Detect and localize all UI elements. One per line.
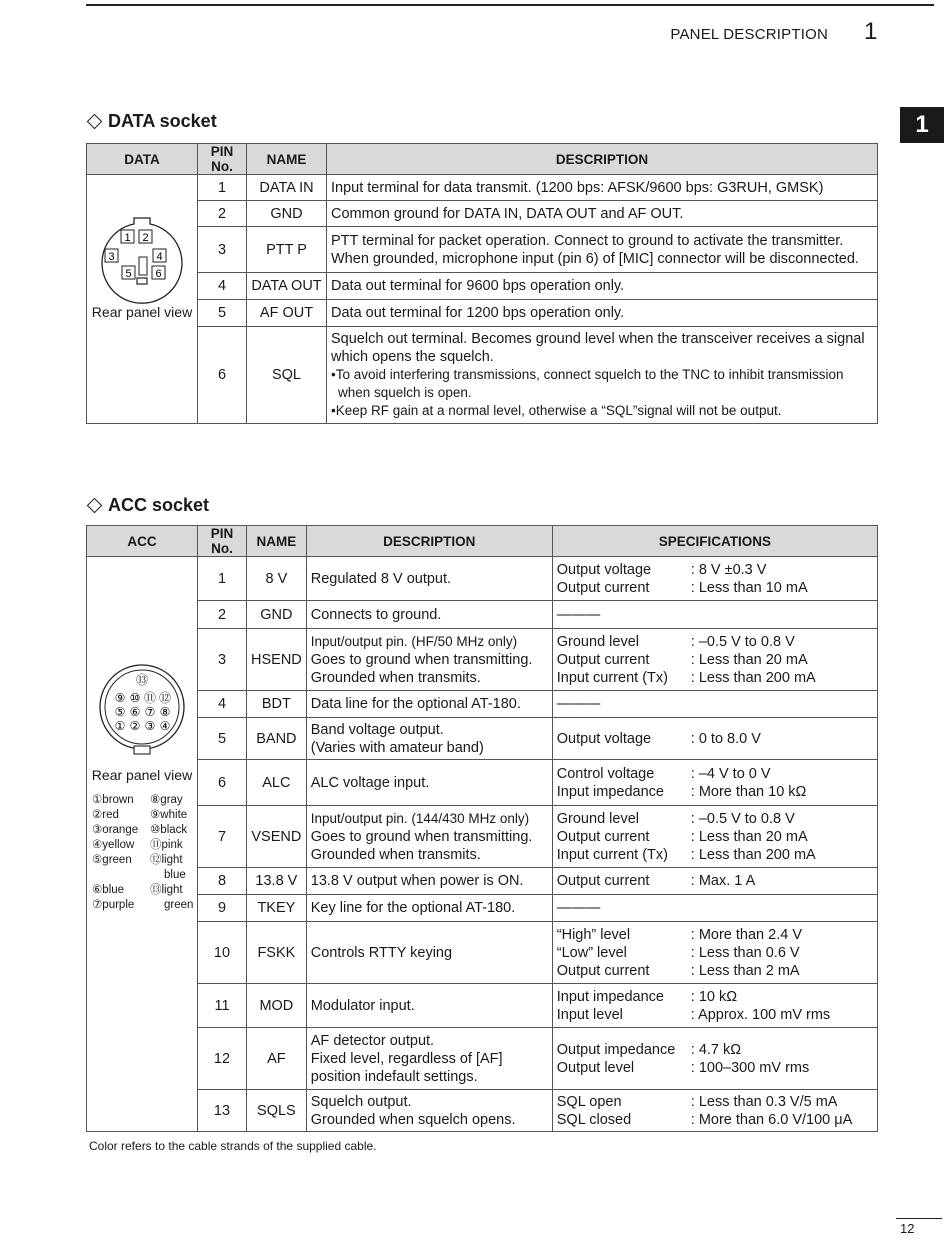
pin-description: Common ground for DATA IN, DATA OUT and AF OUT. [327, 201, 878, 227]
pin-label: ⑨ [114, 691, 126, 705]
description-line: When grounded, microphone input (pin 6) of [MIC] connector will be disconnected. [331, 250, 859, 267]
rear-panel-view-label: Rear panel view [91, 767, 193, 783]
description-bullet: •To avoid interfering transmissions, connect squelch to the TNC to inhibit transmission [331, 367, 844, 382]
spec-label: Control voltage [556, 765, 655, 782]
pin-description: Data out terminal for 1200 bps operation only. [327, 300, 878, 327]
legend-item: ⑩black [150, 824, 188, 836]
description-line: Band voltage output. [310, 721, 444, 738]
spec-value: : Less than 10 mA [690, 579, 808, 596]
pin-description: Input terminal for data transmit. (1200 bps: AFSK/9600 bps: G3RUH, GMSK) [327, 175, 878, 201]
pin-specs [552, 806, 877, 868]
legend-item: ①brown [92, 794, 134, 806]
pin-description: ALC voltage input. [306, 760, 552, 806]
pin-specs [552, 868, 877, 895]
pin-name: 13.8 V [247, 868, 307, 895]
pin-label: ③ [144, 719, 156, 733]
pin-label: ⑥ [129, 705, 141, 719]
pin-label: ① [114, 719, 126, 733]
pin-name: VSEND [247, 806, 307, 868]
column-header: ACC [87, 526, 198, 557]
column-header: DESCRIPTION [306, 526, 552, 557]
diamond-icon [87, 113, 103, 129]
pin-number: 3 [198, 227, 247, 273]
description-line: Fixed level, regardless of [AF] [310, 1050, 503, 1067]
pin-description: Data out terminal for 9600 bps operation only. [327, 273, 878, 300]
spec-label: Output current [556, 579, 650, 596]
table-row [87, 327, 878, 424]
table-row [87, 201, 878, 227]
spec-value: : Approx. 100 mV rms [690, 1006, 831, 1023]
pin-number: 9 [198, 895, 247, 922]
pin-number: 6 [198, 327, 247, 424]
pin-specs [552, 1090, 877, 1132]
column-header: NAME [247, 144, 327, 175]
spec-value: : Less than 20 mA [690, 651, 808, 668]
table-row [87, 1090, 878, 1132]
spec-value: : –4 V to 0 V [690, 765, 771, 782]
pin-description [306, 806, 552, 868]
chapter-side-tab: 1 [900, 107, 944, 143]
column-header: DATA [87, 144, 198, 175]
acc-connector-cell [87, 557, 198, 1132]
pin-specs [552, 984, 877, 1028]
spec-value: : Less than 200 mA [690, 846, 816, 863]
spec-label: Ground level [556, 810, 639, 827]
rear-panel-view-label: Rear panel view [91, 304, 193, 320]
description-line: Input/output pin. (144/430 MHz only) [310, 810, 530, 826]
legend-item: ⑨white [150, 809, 188, 821]
legend-item: blue [164, 869, 186, 881]
data-socket-title: DATA socket [108, 111, 217, 131]
pin-description: 13.8 V output when power is ON. [306, 868, 552, 895]
spec-label: Input current (Tx) [556, 669, 668, 686]
legend-item: ③orange [92, 824, 139, 836]
pin-number: 3 [198, 629, 247, 691]
column-header: NAME [247, 526, 307, 557]
pin-name: BDT [247, 691, 307, 718]
pin-name: GND [247, 601, 307, 629]
pin-label: ⑬ [135, 673, 149, 687]
spec-label: Input level [556, 1006, 623, 1023]
pin-label: 3 [108, 251, 115, 263]
table-row [87, 1028, 878, 1090]
pin-description [306, 629, 552, 691]
pin-specs: ——— [552, 691, 877, 718]
spec-value: : 8 V ±0.3 V [690, 561, 767, 578]
table-row [87, 175, 878, 201]
pin-number: 5 [198, 300, 247, 327]
spec-label: SQL closed [556, 1111, 632, 1128]
pin-specs [552, 760, 877, 806]
description-line: which opens the squelch. [331, 349, 494, 365]
diamond-icon [87, 497, 103, 513]
spec-value: : Less than 0.3 V/5 mA [690, 1093, 838, 1110]
pin-number: 10 [198, 922, 247, 984]
description-line: PTT terminal for packet operation. Connect to ground to activate the transmitter. [331, 232, 844, 249]
pin-label: ⑧ [159, 705, 171, 719]
column-header: DESCRIPTION [327, 144, 878, 175]
legend-item: ②red [92, 809, 119, 821]
spec-label: Output current [556, 873, 650, 889]
table-row [87, 629, 878, 691]
table-row [87, 868, 878, 895]
spec-value: : Less than 200 mA [690, 669, 816, 686]
pin-description: Data line for the optional AT-180. [306, 691, 552, 718]
spec-value: : 4.7 kΩ [690, 1041, 742, 1058]
spec-value: : –0.5 V to 0.8 V [690, 810, 795, 827]
pin-number: 4 [198, 691, 247, 718]
cable-color-footnote: Color refers to the cable strands of the supplied cable. [89, 1139, 377, 1153]
pin-description [306, 557, 552, 601]
legend-item: ④yellow [92, 839, 135, 851]
pin-number: 7 [198, 806, 247, 868]
legend-item: ⑤green [92, 854, 132, 866]
spec-label: “High” level [556, 926, 631, 943]
pin-name: AF OUT [247, 300, 327, 327]
table-row [87, 760, 878, 806]
spec-value: : Less than 2 mA [690, 962, 800, 979]
page-header-title: PANEL DESCRIPTION [670, 26, 828, 43]
spec-label: Output level [556, 1059, 635, 1076]
description-line: Goes to ground when transmitting. [310, 828, 533, 845]
legend-item: ⑫light [150, 854, 183, 866]
table-row [87, 557, 878, 601]
pin-name: TKEY [247, 895, 307, 922]
pin-name: DATA IN [247, 175, 327, 201]
pin-number: 4 [198, 273, 247, 300]
description-line: Squelch out terminal. Becomes ground level when the transceiver receives a signal [331, 331, 865, 347]
pin-number: 6 [198, 760, 247, 806]
table-header-row [87, 144, 878, 175]
spec-value: : Max. 1 A [690, 873, 756, 889]
top-rule [86, 4, 934, 6]
pin-label: ⑫ [158, 691, 172, 705]
column-header: PIN No. [198, 526, 247, 557]
description-line: Regulated 8 V output. [310, 570, 452, 587]
pin-specs [552, 1028, 877, 1090]
spec-label: Input impedance [556, 783, 664, 800]
pin-description [327, 327, 878, 424]
spec-label: Output current [556, 828, 650, 845]
spec-value: : More than 6.0 V/100 μA [690, 1111, 853, 1128]
pin-name: AF [247, 1028, 307, 1090]
pin-name: PTT P [247, 227, 327, 273]
legend-item: ⑪pink [150, 839, 183, 851]
spec-label: Output current [556, 962, 650, 979]
pin-number: 5 [198, 718, 247, 760]
description-line: Grounded when transmits. [310, 846, 481, 863]
data-socket-heading [86, 111, 217, 132]
pin-specs [552, 718, 877, 760]
legend-item [92, 868, 150, 883]
footer-rule [896, 1218, 942, 1219]
pin-number: 11 [198, 984, 247, 1028]
spec-value: : 100–300 mV rms [690, 1059, 810, 1076]
description-bullet: •Keep RF gain at a normal level, otherwise a “SQL”signal will not be output. [331, 403, 782, 418]
description-line: Grounded when squelch opens. [310, 1111, 516, 1128]
pin-description [306, 1090, 552, 1132]
table-row [87, 273, 878, 300]
pin-label: 6 [155, 268, 162, 280]
spec-value: : More than 10 kΩ [690, 783, 807, 800]
table-row [87, 601, 878, 629]
column-header: PIN No. [198, 144, 247, 175]
pin-name: ALC [247, 760, 307, 806]
pin-description [306, 1028, 552, 1090]
pin-specs: ——— [552, 895, 877, 922]
description-line: (Varies with amateur band) [310, 739, 484, 756]
pin-number: 2 [198, 601, 247, 629]
table-row [87, 895, 878, 922]
cable-color-legend [92, 793, 197, 913]
pin-description: Modulator input. [306, 984, 552, 1028]
spec-label: “Low” level [556, 944, 627, 961]
spec-value: : 0 to 8.0 V [690, 730, 761, 747]
legend-item: green [164, 899, 194, 911]
pin-description [306, 718, 552, 760]
pin-specs: ——— [552, 601, 877, 629]
pin-label: ② [129, 719, 141, 733]
spec-value: : More than 2.4 V [690, 926, 802, 943]
legend-item: ⑬light [150, 884, 183, 896]
acc-socket-title: ACC socket [108, 495, 210, 515]
pin-label: 5 [125, 268, 132, 280]
pin-name: FSKK [247, 922, 307, 984]
spec-label: Output voltage [556, 561, 652, 578]
pin-name: BAND [247, 718, 307, 760]
description-line: Input/output pin. (HF/50 MHz only) [310, 633, 518, 649]
pin-number: 1 [198, 557, 247, 601]
legend-item: ⑧gray [150, 794, 183, 806]
pin-label: ⑪ [143, 691, 157, 705]
pin-number: 8 [198, 868, 247, 895]
pin-name: DATA OUT [247, 273, 327, 300]
column-header: SPECIFICATIONS [552, 526, 877, 557]
spec-label: Output impedance [556, 1041, 676, 1058]
description-line: Grounded when transmits. [310, 669, 481, 686]
legend-item: ⑥blue [92, 884, 125, 896]
data-connector-diagram [92, 193, 192, 308]
data-connector-cell [87, 175, 198, 424]
pin-label: 4 [156, 251, 163, 263]
pin-name: HSEND [247, 629, 307, 691]
pin-name: 8 V [247, 557, 307, 601]
spec-label: Input impedance [556, 988, 664, 1005]
pin-label: ④ [159, 719, 171, 733]
pin-label: 2 [142, 232, 149, 244]
pin-number: 13 [198, 1090, 247, 1132]
pin-specs [552, 629, 877, 691]
chapter-number: 1 [864, 18, 878, 45]
table-row [87, 227, 878, 273]
spec-label: SQL open [556, 1093, 622, 1110]
pin-description: Controls RTTY keying [306, 922, 552, 984]
spec-value: : –0.5 V to 0.8 V [690, 633, 795, 650]
pin-number: 2 [198, 201, 247, 227]
pin-label: 1 [124, 232, 131, 244]
table-row [87, 984, 878, 1028]
description-bullet-cont: when squelch is open. [338, 385, 472, 400]
pin-number: 12 [198, 1028, 247, 1090]
acc-connector-diagram [92, 657, 192, 767]
pin-label: ⑦ [144, 705, 156, 719]
spec-label: Ground level [556, 633, 639, 650]
table-row [87, 806, 878, 868]
description-line: Goes to ground when transmitting. [310, 651, 533, 668]
pin-number: 1 [198, 175, 247, 201]
table-row [87, 300, 878, 327]
page-number: 12 [900, 1221, 915, 1236]
pin-specs [552, 557, 877, 601]
spec-label: Output current [556, 651, 650, 668]
pin-description: Key line for the optional AT-180. [306, 895, 552, 922]
pin-name: SQLS [247, 1090, 307, 1132]
pin-description [327, 227, 878, 273]
acc-socket-table [86, 525, 878, 1132]
pin-description: Connects to ground. [306, 601, 552, 629]
pin-name: GND [247, 201, 327, 227]
spec-label: Input current (Tx) [556, 846, 668, 863]
description-line: AF detector output. [310, 1032, 435, 1049]
spec-value: : Less than 0.6 V [690, 944, 800, 961]
pin-label: ⑤ [114, 705, 126, 719]
table-row [87, 691, 878, 718]
data-socket-table [86, 143, 878, 424]
acc-socket-heading [86, 495, 209, 516]
description-line: Squelch output. [310, 1093, 412, 1110]
pin-label: ⑩ [129, 691, 141, 705]
description-line: position indefault settings. [310, 1068, 478, 1085]
legend-item: ⑦purple [92, 899, 135, 911]
pin-specs [552, 922, 877, 984]
pin-name: SQL [247, 327, 327, 424]
pin-name: MOD [247, 984, 307, 1028]
table-header-row [87, 526, 878, 557]
table-row [87, 718, 878, 760]
spec-value: : 10 kΩ [690, 988, 738, 1005]
table-row [87, 922, 878, 984]
spec-value: : Less than 20 mA [690, 828, 808, 845]
spec-label: Output voltage [556, 730, 652, 747]
